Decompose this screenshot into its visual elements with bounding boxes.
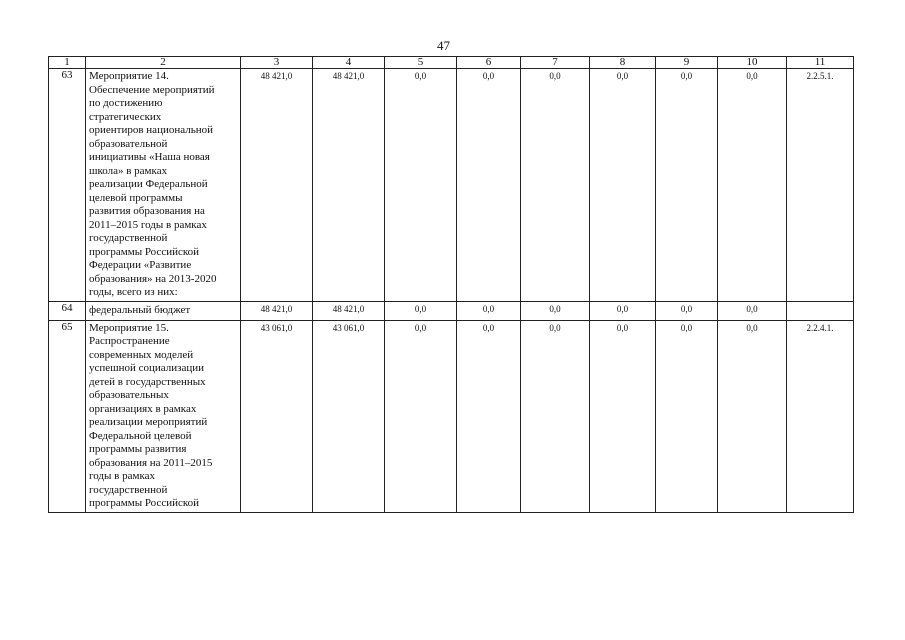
value-cell: 0,0 bbox=[457, 301, 521, 320]
description-line: детей в государственных bbox=[89, 375, 206, 388]
row-description bbox=[86, 69, 241, 302]
description-line: образования» на 2013-2020 bbox=[89, 272, 217, 285]
value-cell: 0,0 bbox=[457, 69, 521, 302]
description-line: 2011–2015 годы в рамках bbox=[89, 218, 207, 231]
description-line: инициативы «Наша новая bbox=[89, 151, 210, 163]
value-cell: 0,0 bbox=[385, 301, 457, 320]
description-line: Мероприятие 14. bbox=[89, 70, 169, 82]
value-cell: 43 061,0 bbox=[313, 320, 385, 512]
value-cell: 0,0 bbox=[385, 69, 457, 302]
code-cell: 2.2.5.1. bbox=[787, 69, 854, 302]
description-line: Обеспечение мероприятий bbox=[89, 83, 215, 96]
value-cell: 48 421,0 bbox=[313, 301, 385, 320]
column-header: 7 bbox=[521, 57, 590, 69]
description-line: Федерации «Развитие bbox=[89, 259, 192, 271]
value-cell: 0,0 bbox=[590, 301, 656, 320]
description-line: программы Российской bbox=[89, 497, 200, 509]
description-line: школа» в рамках bbox=[89, 164, 168, 177]
description-line: ориентиров национальной bbox=[89, 124, 213, 136]
value-cell: 48 421,0 bbox=[241, 301, 313, 320]
value-cell: 0,0 bbox=[656, 320, 718, 512]
column-header: 11 bbox=[787, 57, 854, 69]
column-header: 3 bbox=[241, 57, 313, 69]
description-line: программы Российской bbox=[89, 245, 200, 258]
value-cell: 48 421,0 bbox=[313, 69, 385, 302]
value-cell: 48 421,0 bbox=[241, 69, 313, 302]
description-line: образовательных bbox=[89, 389, 169, 401]
row-number: 63 bbox=[49, 69, 86, 302]
value-cell: 0,0 bbox=[718, 69, 787, 302]
table-row bbox=[49, 320, 854, 512]
row-number: 64 bbox=[49, 301, 86, 320]
description-line: образования на 2011–2015 bbox=[89, 456, 213, 469]
column-header: 1 bbox=[49, 57, 86, 69]
description-line: успешной социализации bbox=[89, 362, 205, 374]
description-line: государственной bbox=[89, 232, 168, 244]
description-line: реализации Федеральной bbox=[89, 178, 208, 190]
description-line: реализации мероприятий bbox=[89, 416, 208, 428]
description-line: Распространение bbox=[89, 335, 170, 347]
description-line: Федеральной целевой bbox=[89, 429, 192, 442]
description-line: годы, всего из них: bbox=[89, 286, 178, 298]
value-cell: 0,0 bbox=[656, 69, 718, 302]
page-number: 47 bbox=[437, 38, 450, 53]
description-line: по достижению bbox=[89, 97, 163, 109]
column-header: 10 bbox=[718, 57, 787, 69]
value-cell: 43 061,0 bbox=[241, 320, 313, 512]
value-cell: 0,0 bbox=[656, 301, 718, 320]
column-header: 5 bbox=[385, 57, 457, 69]
column-header: 2 bbox=[86, 57, 241, 69]
table-row bbox=[49, 301, 854, 320]
value-cell: 0,0 bbox=[590, 69, 656, 302]
description-line: Мероприятие 15. bbox=[89, 321, 169, 334]
value-cell: 0,0 bbox=[521, 301, 590, 320]
row-description bbox=[86, 301, 241, 320]
description-line: годы в рамках bbox=[89, 470, 156, 482]
description-line: федеральный бюджет bbox=[89, 303, 191, 316]
description-line: стратегических bbox=[89, 110, 162, 123]
column-header: 6 bbox=[457, 57, 521, 69]
row-number: 65 bbox=[49, 320, 86, 512]
column-header: 8 bbox=[590, 57, 656, 69]
value-cell: 0,0 bbox=[718, 301, 787, 320]
description-line: государственной bbox=[89, 483, 168, 496]
value-cell: 0,0 bbox=[385, 320, 457, 512]
value-cell: 0,0 bbox=[521, 69, 590, 302]
row-description bbox=[86, 320, 241, 512]
value-cell: 0,0 bbox=[457, 320, 521, 512]
code-cell: 2.2.4.1. bbox=[787, 320, 854, 512]
column-header: 4 bbox=[313, 57, 385, 69]
description-line: организациях в рамках bbox=[89, 402, 197, 415]
value-cell: 0,0 bbox=[590, 320, 656, 512]
description-line: образовательной bbox=[89, 137, 168, 150]
table-row bbox=[49, 69, 854, 302]
description-line: программы развития bbox=[89, 443, 187, 455]
value-cell: 0,0 bbox=[718, 320, 787, 512]
table-header-row bbox=[49, 57, 854, 69]
description-line: развития образования на bbox=[89, 205, 205, 217]
description-line: целевой программы bbox=[89, 191, 183, 204]
code-cell bbox=[787, 301, 854, 320]
column-header: 9 bbox=[656, 57, 718, 69]
value-cell: 0,0 bbox=[521, 320, 590, 512]
description-line: современных моделей bbox=[89, 348, 194, 361]
budget-table bbox=[48, 56, 854, 513]
